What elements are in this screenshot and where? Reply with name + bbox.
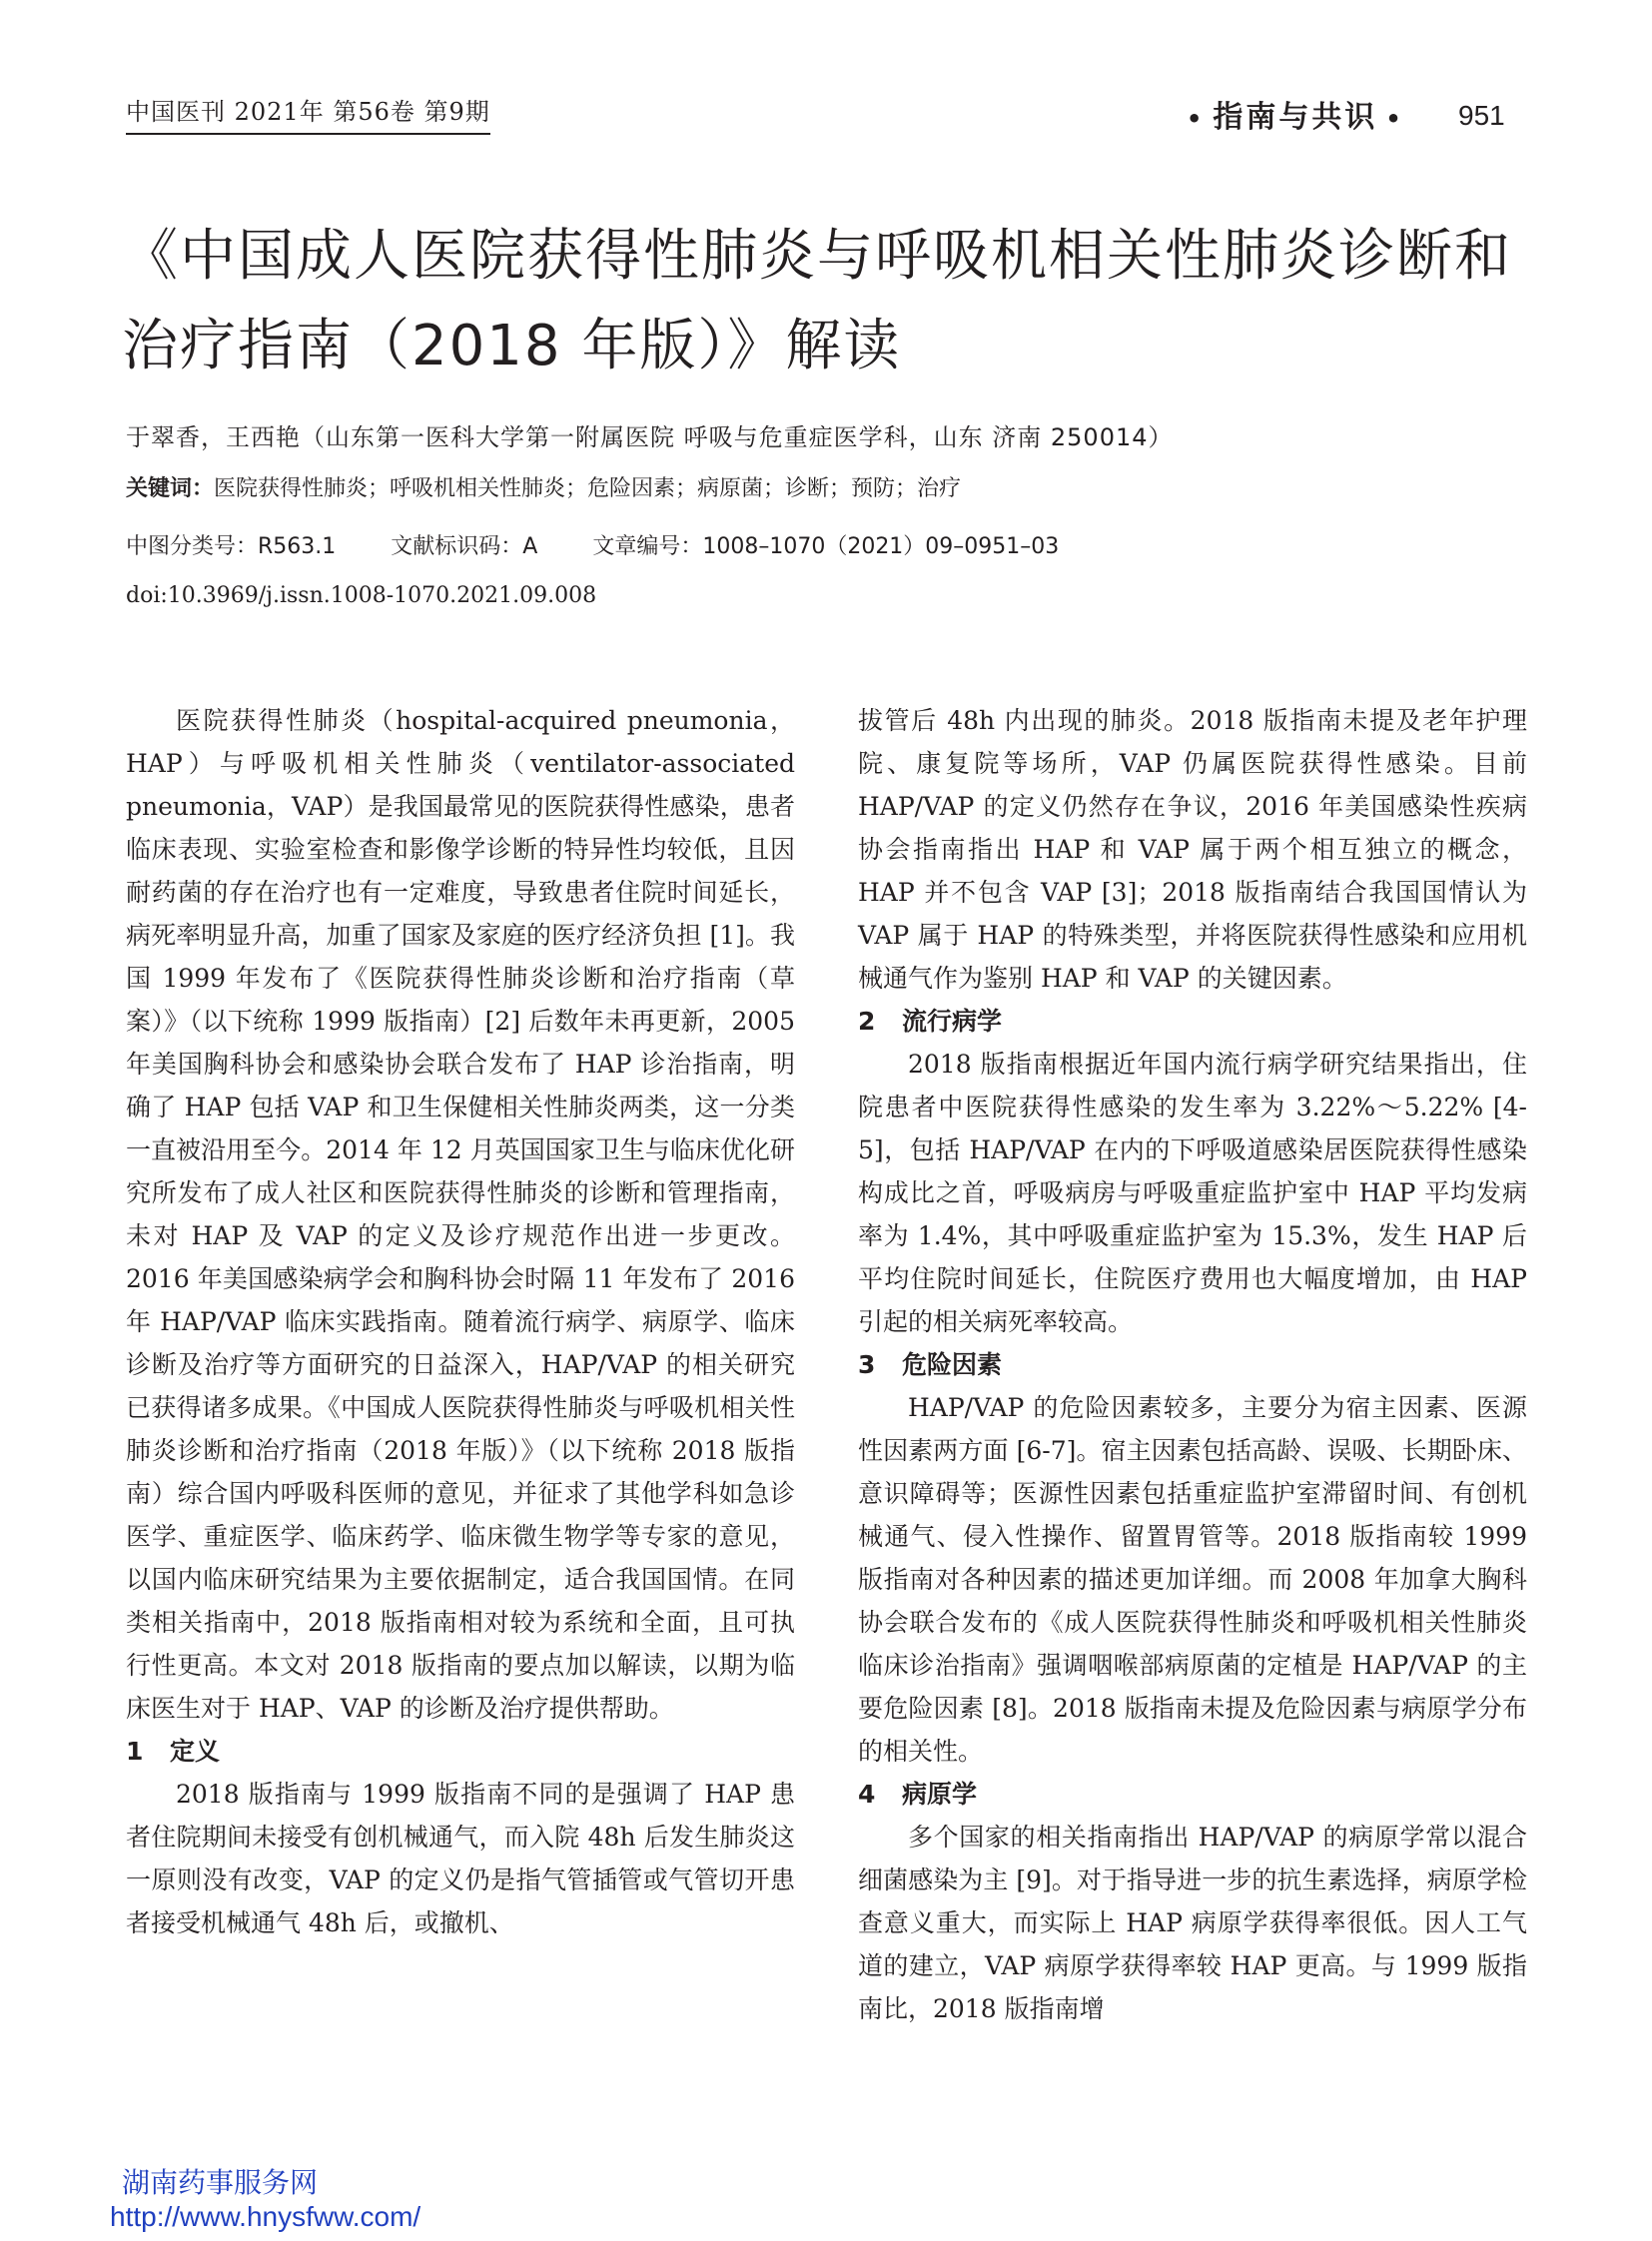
section-number: 4	[858, 1780, 876, 1809]
epidemiology-paragraph: 2018 版指南根据近年国内流行病学研究结果指出，住院患者中医院获得性感染的发生率为 3.22%～5.22% [4-5]，包括 HAP/VAP 在内的下呼吸道感染居医院获得性感染构成比之首，呼吸病房与呼吸重症监护室中 HAP 平均发病率为 1.4%，其中呼吸重症监护室为 15.3%，发生 HAP 后平均住院时间延长，住院医疗费用也大幅度增加，由 HAP 引起的相关病死率较高。	[858, 1050, 1527, 1336]
section-title: 流行病学	[902, 1007, 1003, 1036]
keywords-text: 医院获得性肺炎；呼吸机相关性肺炎；危险因素；病原菌；诊断；预防；治疗	[214, 476, 962, 501]
website-name: 湖南药事服务网	[122, 2166, 319, 2199]
website-url-link[interactable]: http://www.hnysfww.com/	[110, 2201, 421, 2232]
section-number: 1	[126, 1737, 144, 1766]
section-number: 2	[858, 1007, 876, 1036]
section-title: 危险因素	[902, 1350, 1003, 1379]
intro-paragraph: 医院获得性肺炎（hospital-acquired pneumonia，HAP）与呼吸机相关性肺炎（ventilator-associated pneumonia，VAP）是我国最常见的医院获得性感染，患者临床表现、实验室检查和影像学诊断的特异性均较低，且因耐药菌的存在治疗也有一定难度，导致患者住院时间延长，病死率明显升高，加重了国家及家庭的医疗经济负担 [1]。我国 1999 年发布了《医院获得性肺炎诊断和治疗指南（草案）》（以下统称 1999 版指南）[2] 后数年未再更新，2005 年美国胸科协会和感染协会联合发布了 HAP 诊治指南，明确了 HAP 包括 VAP 和卫生保健相关性肺炎两类，这一分类一直被沿用至今。2014 年 12 月英国国家卫生与临床优化研究所发布了成人社区和医院获得性肺炎的诊断和管理指南，未对 HAP 及 VAP 的定义及诊疗规范作出进一步更改。2016 年美国感染病学会和胸科协会时隔 11 年发布了 2016 年 HAP/VAP 临床实践指南。随着流行病学、病原学、临床诊断及治疗等方面研究的日益深入，HAP/VAP 的相关研究已获得诸多成果。《中国成人医院获得性肺炎与呼吸机相关性肺炎诊断和治疗指南（2018 年版）》（以下统称 2018 版指南）综合国内呼吸科医师的意见，并征求了其他学科如急诊医学、重症医学、临床药学、临床微生物学等专家的意见，以国内临床研究结果为主要依据制定，适合我国国情。在同类相关指南中，2018 版指南相对较为系统和全面，且可执行性更高。本文对 2018 版指南的要点加以解读，以期为临床医生对于 HAP、VAP 的诊断及治疗提供帮助。	[126, 706, 795, 1723]
bullet-icon: •	[1385, 105, 1404, 133]
left-column	[126, 699, 795, 1944]
definition-paragraph-continued: 拔管后 48h 内出现的肺炎。2018 版指南未提及老年护理院、康复院等场所，VAP 仍属医院获得性感染。目前 HAP/VAP 的定义仍然存在争议，2016 年美国感染性疾病协会指南指出 HAP 和 VAP 属于两个相互独立的概念，HAP 并不包含 VAP [3]；2018 版指南结合我国国情认为 VAP 属于 HAP 的特殊类型，并将医院获得性感染和应用机械通气作为鉴别 HAP 和 VAP 的关键因素。	[858, 706, 1527, 993]
page-number: 951	[1458, 100, 1505, 131]
section-label	[1179, 92, 1412, 136]
section-heading-etiology	[858, 1773, 1527, 1816]
section-name: 指南与共识	[1213, 100, 1378, 135]
section-number: 3	[858, 1350, 876, 1379]
etiology-paragraph: 多个国家的相关指南指出 HAP/VAP 的病原学常以混合细菌感染为主 [9]。对于指导进一步的抗生素选择，病原学检查意义重大，而实际上 HAP 病原学获得率很低。因人工气道的建立，VAP 病原学获得率较 HAP 更高。与 1999 版指南比，2018 版指南增	[858, 1823, 1527, 2023]
article-number: 文章编号：1008–1070（2021）09–0951–03	[592, 534, 1060, 559]
bullet-icon: •	[1187, 105, 1206, 133]
author-affiliation: 于翠香，王西艳（山东第一医科大学第一附属医院 呼吸与危重症医学科，山东 济南 250014）	[126, 423, 1174, 451]
journal-issue-info: 中国医刊 2021年 第56卷 第9期	[126, 92, 490, 135]
keywords	[126, 471, 961, 502]
section-heading-risk-factors	[858, 1343, 1527, 1386]
section-heading-epidemiology	[858, 1000, 1527, 1043]
document-code: 文献标识码：A	[391, 534, 538, 559]
section-title: 定义	[170, 1737, 221, 1766]
clc-number: 中图分类号：R563.1	[126, 534, 337, 559]
definition-paragraph: 2018 版指南与 1999 版指南不同的是强调了 HAP 患者住院期间未接受有创机械通气，而入院 48h 后发生肺炎这一原则没有改变，VAP 的定义仍是指气管插管或气管切开患者接受机械通气 48h 后，或撤机、	[126, 1780, 795, 1937]
doi: doi:10.3969/j.issn.1008-1070.2021.09.008	[126, 583, 597, 608]
right-column	[858, 699, 1527, 2030]
classification-info	[126, 529, 1107, 560]
risk-factors-paragraph: HAP/VAP 的危险因素较多，主要分为宿主因素、医源性因素两方面 [6-7]。宿主因素包括高龄、误吸、长期卧床、意识障碍等；医源性因素包括重症监护室滞留时间、有创机械通气、侵入性操作、留置胃管等。2018 版指南较 1999 版指南对各种因素的描述更加详细。而 2008 年加拿大胸科协会联合发布的《成人医院获得性肺炎和呼吸机相关性肺炎临床诊治指南》强调咽喉部病原菌的定植是 HAP/VAP 的主要危险因素 [8]。2018 版指南未提及危险因素与病原学分布的相关性。	[858, 1393, 1527, 1766]
keywords-label: 关键词：	[126, 476, 215, 501]
section-heading-definition	[126, 1730, 795, 1773]
article-title: 《中国成人医院获得性肺炎与呼吸机相关性肺炎诊断和治疗指南（2018 年版）》解读	[122, 224, 1512, 378]
section-title: 病原学	[902, 1780, 978, 1809]
